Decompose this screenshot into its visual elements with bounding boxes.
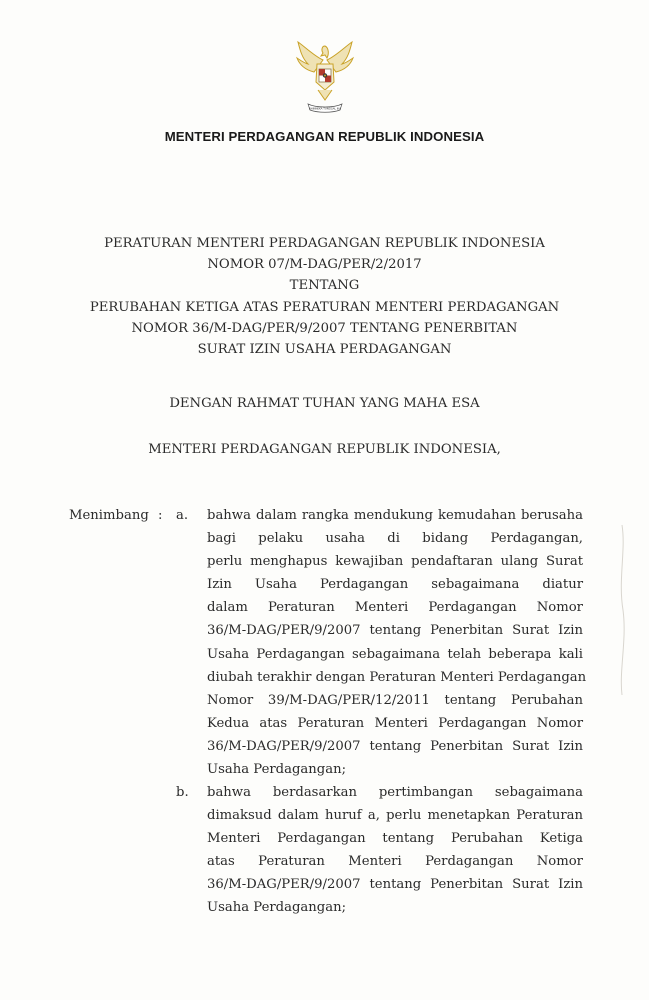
- text-line: perlu menghapus kewajiban pendaftaran ulang Surat: [207, 554, 583, 570]
- title-line-4: PERUBAHAN KETIGA ATAS PERATURAN MENTERI PERDAGANGAN: [89, 299, 560, 315]
- text-line: 36/M-DAG/PER/9/2007 tentang Penerbitan Surat Izin: [207, 738, 583, 754]
- text-line: diubah terakhir dengan Peraturan Menteri Perdagangan: [207, 669, 587, 685]
- title-line-1: PERATURAN MENTERI PERDAGANGAN REPUBLIK INDONESIA: [104, 236, 545, 251]
- garuda-emblem-icon: [290, 38, 360, 116]
- considering-label: Menimbang: [69, 508, 149, 523]
- consideration-b: [207, 781, 583, 920]
- text-line: Kedua atas Peraturan Menteri Perdagangan Nomor: [207, 715, 583, 731]
- consideration-a: [207, 504, 587, 781]
- text-line: bagi pelaku usaha di bidang Perdagangan,: [207, 531, 583, 547]
- text-line: 36/M-DAG/PER/9/2007 tentang Penerbitan Surat Izin: [207, 623, 583, 639]
- text-line: bahwa berdasarkan pertimbangan sebagaimana: [207, 785, 583, 800]
- title-line-5: NOMOR 36/M-DAG/PER/9/2007 TENTANG PENERBITAN: [131, 320, 518, 336]
- title-line-6: SURAT IZIN USAHA PERDAGANGAN: [197, 342, 452, 358]
- considering-colon: :: [158, 508, 163, 523]
- text-line: Menteri Perdagangan tentang Perubahan Ketiga: [207, 831, 583, 847]
- text-line: Izin Usaha Perdagangan sebagaimana diatur: [207, 577, 583, 593]
- item-letter-a: a.: [176, 508, 189, 523]
- text-line: dalam Peraturan Menteri Perdagangan Nomor: [207, 600, 583, 616]
- item-letter-b: b.: [176, 785, 189, 800]
- text-line: 36/M-DAG/PER/9/2007 tentang Penerbitan Surat Izin: [207, 877, 583, 893]
- minister-line: MENTERI PERDAGANGAN REPUBLIK INDONESIA,: [148, 442, 501, 457]
- regulation-number: NOMOR 07/M-DAG/PER/2/2017: [207, 257, 422, 273]
- text-line: Usaha Perdagangan;: [207, 900, 347, 916]
- text-line: dimaksud dalam huruf a, perlu menetapkan Peraturan: [207, 808, 583, 824]
- text-line: bahwa dalam rangka mendukung kemudahan berusaha: [207, 508, 583, 523]
- text-line: Usaha Perdagangan sebagaimana telah beberapa kali: [207, 646, 583, 662]
- blessing-line: DENGAN RAHMAT TUHAN YANG MAHA ESA: [169, 396, 480, 411]
- title-line-3: TENTANG: [289, 278, 360, 294]
- text-line: Nomor 39/M-DAG/PER/12/2011 tentang Perubahan: [207, 692, 583, 708]
- ministry-header: MENTERI PERDAGANGAN REPUBLIK INDONESIA: [164, 129, 485, 144]
- paraf-mark-icon: [612, 520, 632, 700]
- emblem-motto: BHINNEKA TUNGGAL IKA: [309, 107, 341, 111]
- regulation-title: [0, 233, 649, 360]
- text-line: Usaha Perdagangan;: [207, 762, 347, 778]
- text-line: atas Peraturan Menteri Perdagangan Nomor: [207, 854, 583, 870]
